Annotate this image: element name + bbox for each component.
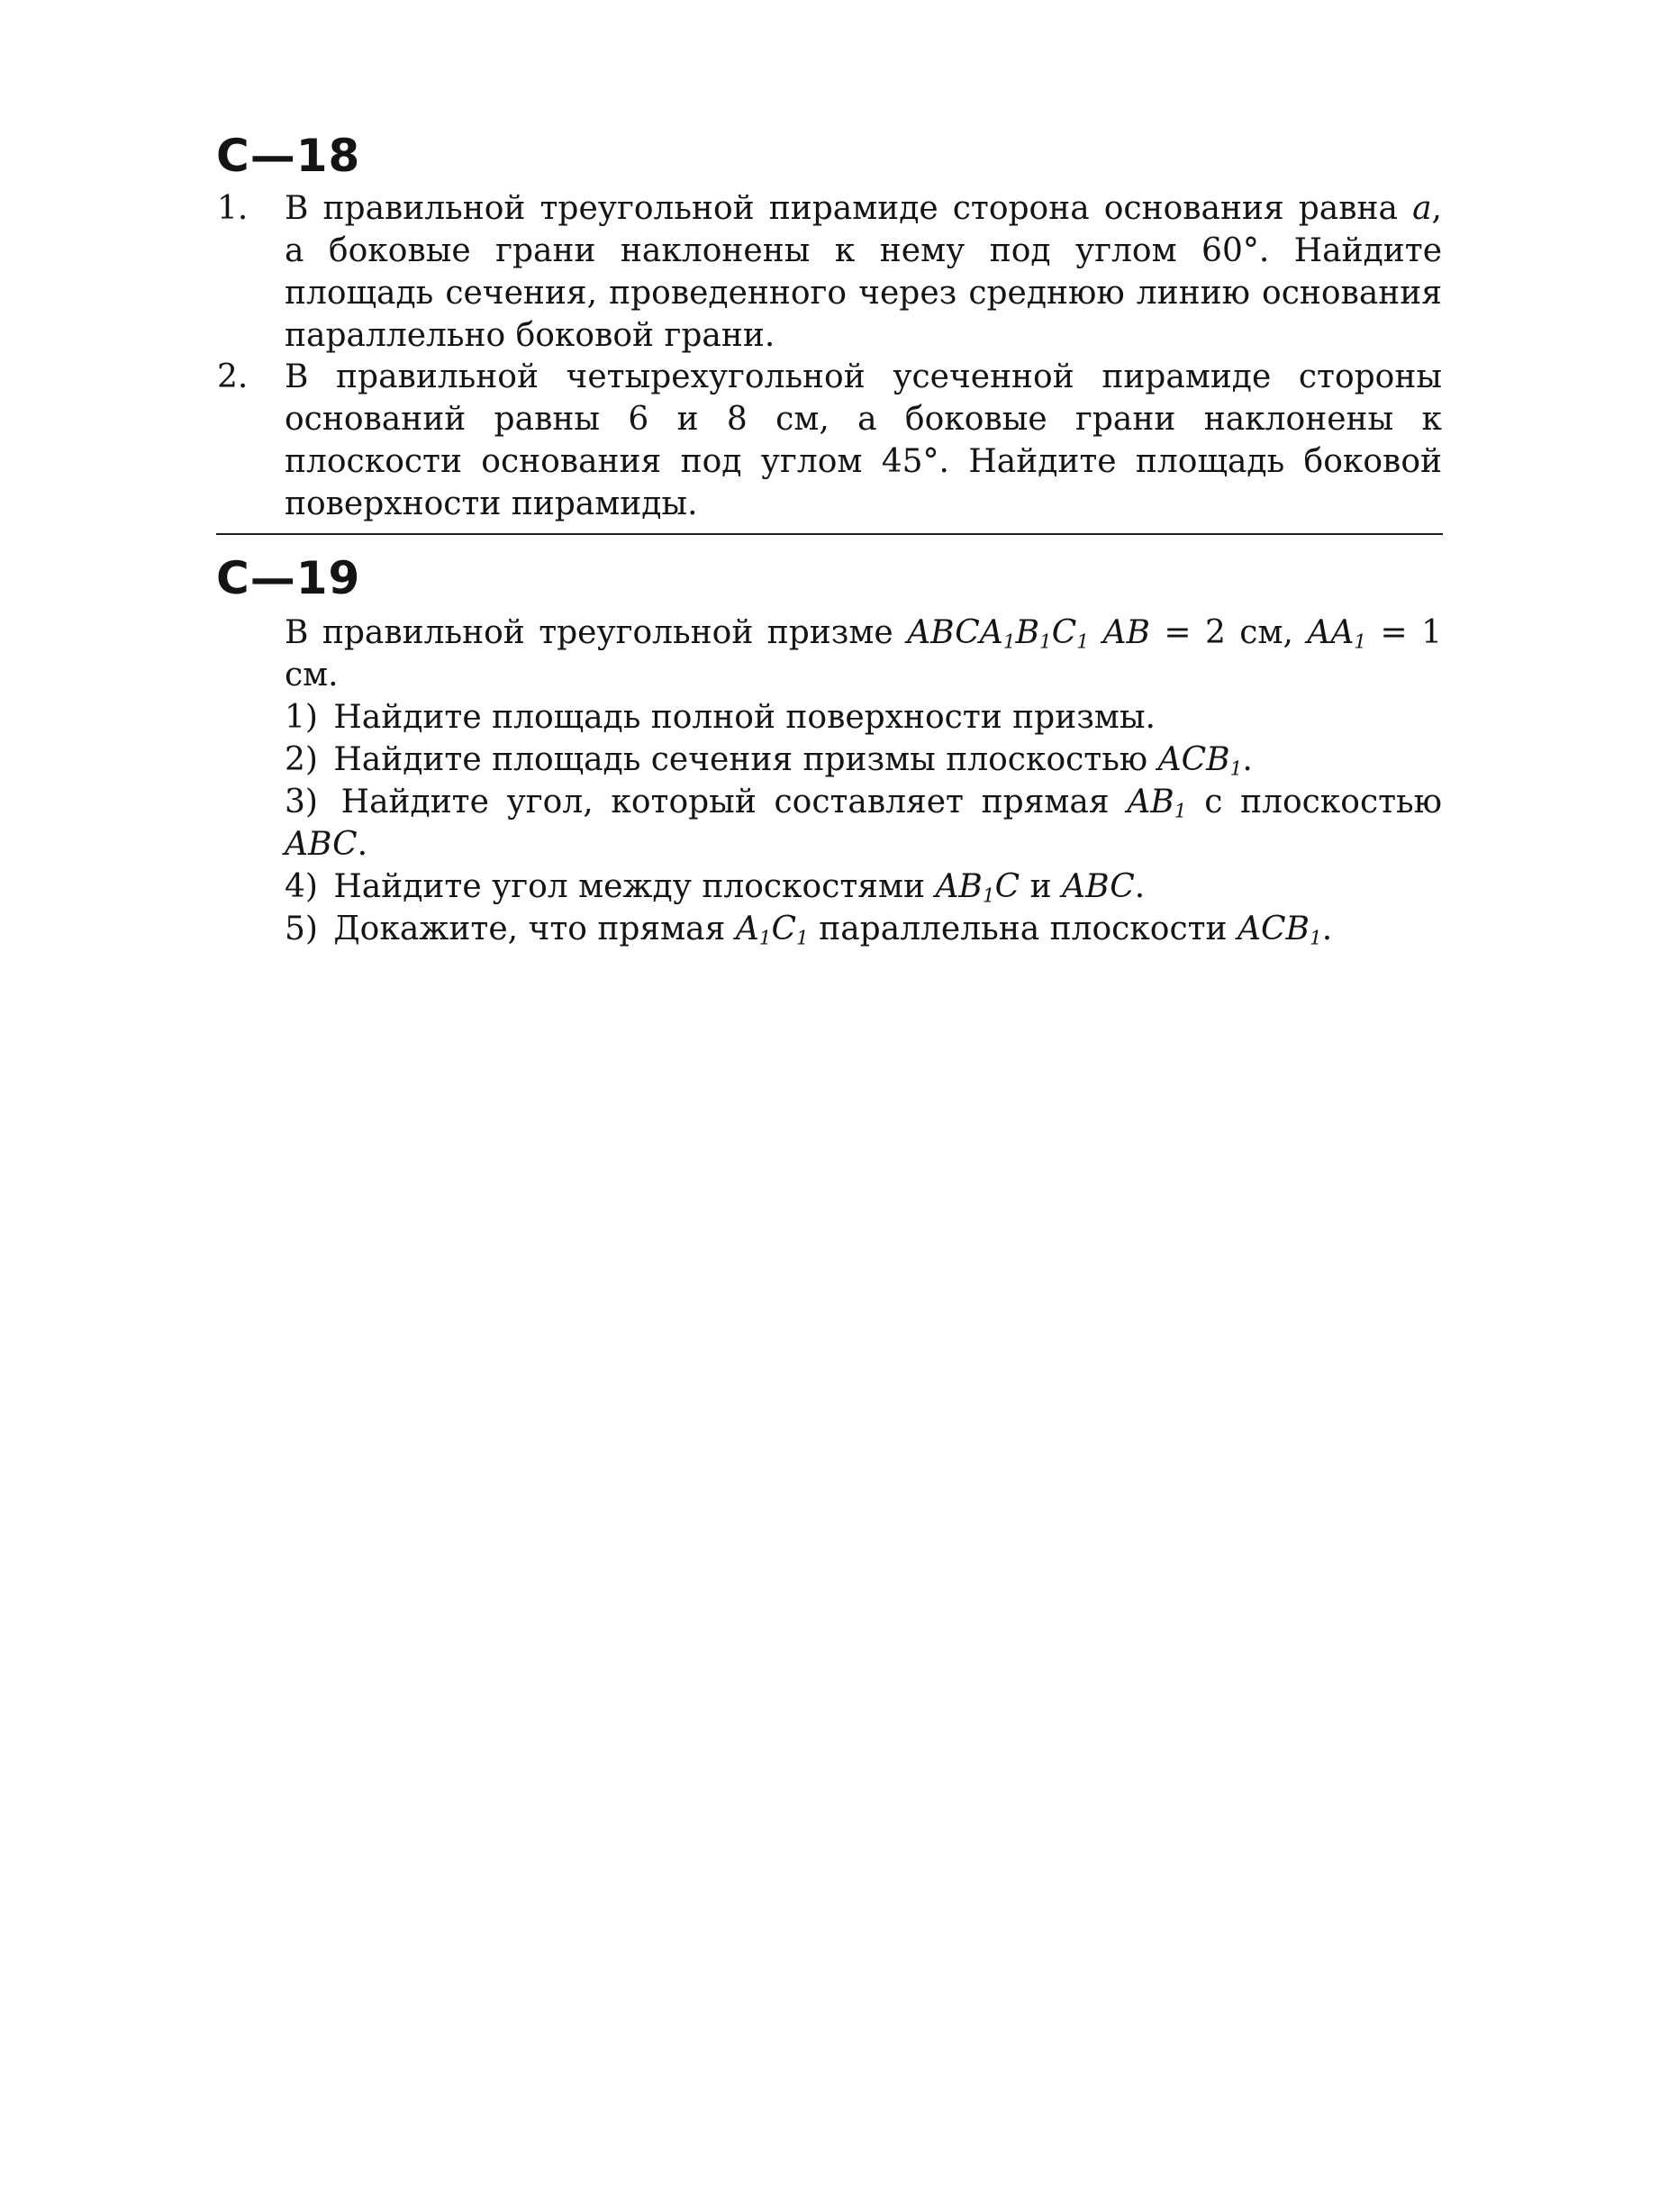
task-number: 1) [285, 699, 318, 736]
math-variable: a [1412, 190, 1432, 227]
c19-body [285, 612, 1442, 950]
section-title-c18: С—18 [216, 130, 361, 182]
math-part: ACB [1157, 741, 1230, 778]
math-subscript: 1 [1039, 630, 1052, 654]
math-part: ABCA [907, 614, 1003, 651]
problem-text [285, 187, 1442, 357]
problem-2 [217, 356, 1442, 525]
math-subscript: 1 [796, 927, 809, 950]
math-plane [1237, 911, 1322, 950]
c19-task-2 [285, 739, 1442, 781]
math-part: AA [1307, 614, 1355, 651]
math-subscript: 1 [1354, 630, 1367, 654]
math-plane: ABC [285, 826, 358, 863]
problem-text-part: , а боковые грани наклонены к нему под углом 60°. Найдите площадь сечения, проведенного через среднюю линию основания параллельно боковой грани. [285, 190, 1442, 354]
math-subscript: 1 [1002, 630, 1016, 654]
problem-number: 1. [217, 190, 249, 227]
task-text: . [1242, 741, 1253, 778]
task-text: с плоскостью [1186, 784, 1442, 820]
task-text: . [357, 826, 368, 863]
math-part: ACB [1237, 911, 1310, 947]
math-subscript: 1 [1229, 757, 1243, 781]
math-line [1127, 784, 1187, 823]
task-text: Докажите, что прямая [333, 911, 736, 947]
task-text: . [1321, 911, 1333, 947]
c19-task-3 [285, 781, 1442, 866]
problem-1 [217, 187, 1442, 357]
math-part: C [771, 911, 797, 947]
intro-text: В правильной треугольной призме [285, 614, 908, 651]
section-title-c19: С—19 [216, 552, 361, 604]
math-subscript: 1 [1076, 630, 1090, 654]
problem-number: 2. [217, 358, 249, 395]
math-part: AB [1127, 784, 1174, 820]
math-part: AB [935, 868, 983, 905]
task-text: Найдите угол, который составляет прямая [340, 784, 1128, 820]
c19-task-1 [285, 696, 1442, 739]
math-plane: ABC [1062, 868, 1135, 905]
problem-text: В правильной четырехугольной усеченной пирамиде стороны оснований равны 6 и 8 см, а боковые грани наклонены к плоскости основания под углом 45°. Найдите площадь боковой поверхности пирамиды. [285, 358, 1442, 522]
math-part: C [994, 868, 1020, 905]
math-subscript: 1 [1310, 927, 1322, 950]
task-text: и [1020, 868, 1063, 905]
c19-task-4 [285, 866, 1442, 908]
task-text: Найдите площадь полной поверхности призмы. [333, 699, 1156, 736]
c19-task-5 [285, 908, 1442, 950]
math-aa [1307, 614, 1367, 654]
math-ab: AB [1102, 614, 1150, 651]
math-subscript: 1 [758, 927, 772, 950]
task-text: параллельна плоскости [808, 911, 1237, 947]
task-number: 5) [285, 911, 318, 947]
task-text: . [1134, 868, 1146, 905]
c19-intro [285, 612, 1442, 696]
section-divider [216, 533, 1443, 535]
math-subscript: 1 [982, 884, 995, 908]
task-number: 4) [285, 868, 318, 905]
math-line [735, 911, 809, 950]
math-part: A [735, 911, 759, 947]
math-part: C [1051, 614, 1077, 651]
math-part: B [1015, 614, 1040, 651]
task-number: 3) [285, 784, 318, 820]
task-number: 2) [285, 741, 318, 778]
math-plane [1157, 741, 1243, 781]
task-text: Найдите угол между плоскостями [333, 868, 936, 905]
intro-text: = 2 см, [1149, 614, 1308, 651]
math-subscript: 1 [1174, 800, 1187, 823]
math-prism [907, 614, 1090, 654]
intro-text: = 1 см. [285, 614, 1443, 694]
task-text: Найдите площадь сечения призмы плоскостью [333, 741, 1158, 778]
problem-text-part: В правильной треугольной пирамиде сторона основания равна [285, 190, 1413, 227]
math-plane [935, 868, 1020, 908]
